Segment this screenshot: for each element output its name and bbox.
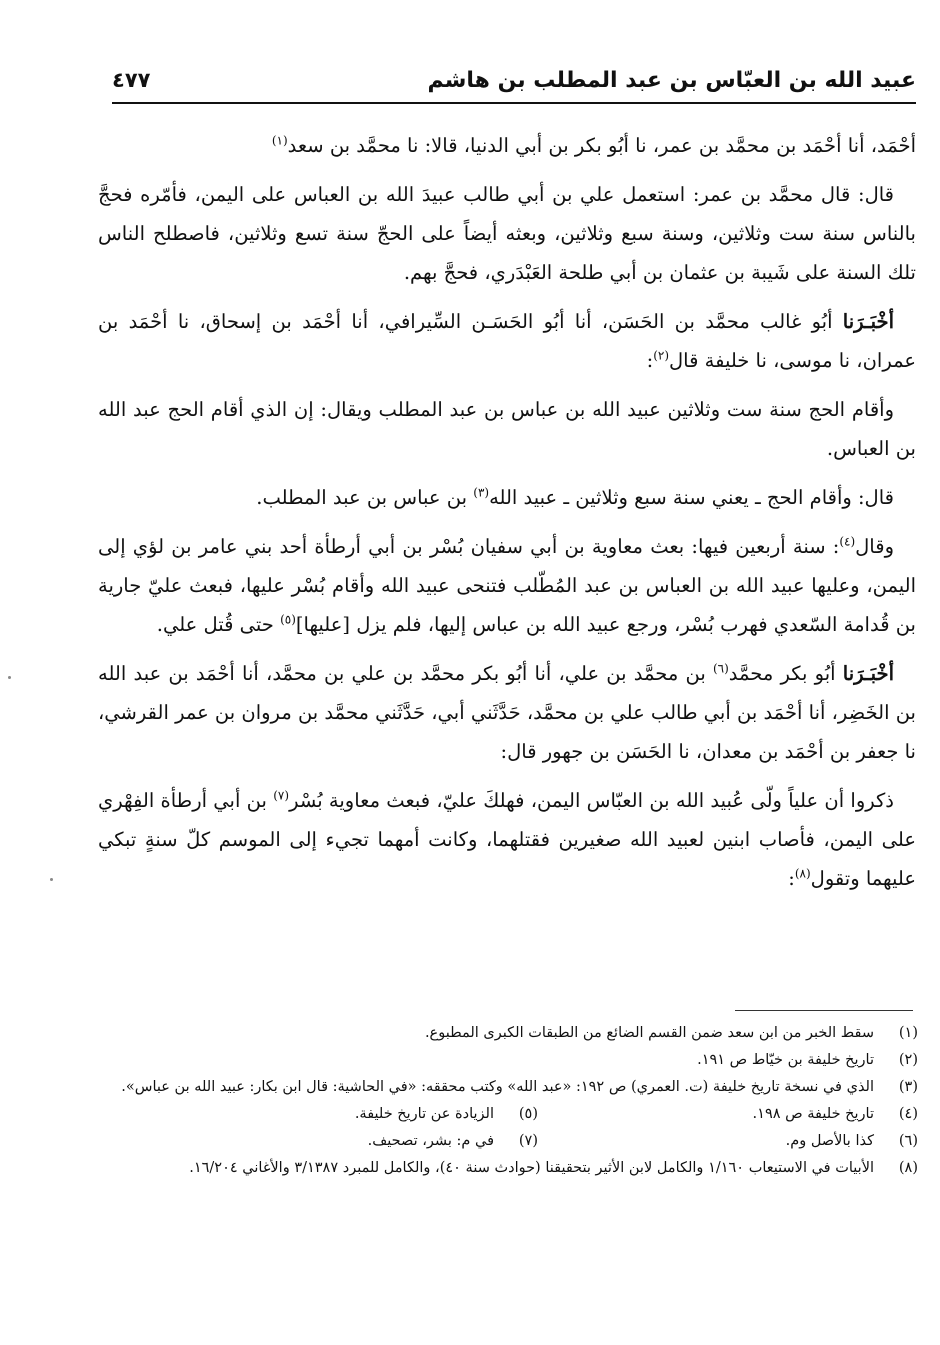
- paragraph-isnad-abu-bakr: [98, 654, 916, 771]
- footnote-number: (٤): [898, 1106, 918, 1122]
- main-text: [98, 126, 916, 908]
- paragraph-text: وأقام الحج سنة ست وثلاثين عبيد الله بن عباس بن عبد المطلب ويقال: إن الذي أقام الحج عبد الله بن العباس.: [98, 398, 916, 460]
- footnote-3: [98, 1074, 918, 1101]
- footnote-number: (٦): [898, 1133, 918, 1149]
- paragraph-text: أحْمَد، أنا أحْمَد بن محمَّد بن عمر، نا أبُو بكر بن أبي الدنيا، قالا: نا محمَّد بن سعد: [287, 134, 916, 157]
- paragraph-year-forty: [98, 527, 916, 644]
- footnote-text: سقط الخبر من ابن سعد ضمن القسم الضائع من الطبقات الكبرى المطبوع.: [424, 1025, 874, 1041]
- paragraph-text: حتى قُتل علي.: [156, 613, 281, 636]
- footnote-5: [158, 1101, 538, 1128]
- footnote-4: [538, 1101, 918, 1128]
- paragraph-busr-story: [98, 781, 916, 898]
- footnote-number: (٨): [898, 1160, 918, 1176]
- footnote-text: تاريخ خليفة ص ١٩٨.: [752, 1106, 874, 1122]
- paragraph-hajj-appointment: [98, 175, 916, 292]
- footnote-number: (٥): [518, 1106, 538, 1122]
- scan-speck: [50, 878, 53, 881]
- footnote-ref-1: (١): [271, 133, 288, 148]
- footnote-8: [98, 1155, 918, 1182]
- footnote-number: (٢): [898, 1052, 918, 1068]
- footnote-number: (١): [898, 1025, 918, 1041]
- scan-speck: [8, 676, 11, 679]
- footnote-text: الأبيات في الاستيعاب ١/١٦٠ والكامل لابن الأثير بتحقيقنا (حوادث سنة ٤٠)، والكامل للمبرد ٣/١٣٨٧ والأغاني ١٦/٢٠٤.: [189, 1160, 874, 1176]
- akhbarana-keyword: أخْبَـرَنا: [842, 662, 894, 685]
- footnote-2: [98, 1047, 918, 1074]
- footnote-row-6-7: [98, 1128, 918, 1155]
- paragraph-text: ذكروا أن علياً ولّى عُبيد الله بن العبّاس اليمن، فهلكَ عليّ، فبعث معاوية بُسْر: [289, 789, 894, 812]
- paragraph-text: قال: قال محمَّد بن عمر: استعمل علي بن أبي طالب عبيدَ الله بن العباس على اليمن، فأمّره فحجَّ بالناس سنة ست وثلاثين، وسنة سبع وثلاثين، وبعثه أيضاً على الحجّ سنة تسع وثلاثين، فاصطلح الناس تلك السنة على شَيبة بن عثمان بن أبي طلحة العَبْدَري، فحجَّ بهم.: [98, 183, 916, 284]
- paragraph-isnad-ibn-saad: [98, 126, 916, 165]
- footnote-separator: [735, 1010, 913, 1011]
- footnote-ref-3: (٣): [473, 485, 490, 500]
- footnote-7: [158, 1128, 538, 1155]
- footnote-text: في م: بشر، تصحيف.: [367, 1133, 494, 1149]
- paragraph-hajj-36: [98, 390, 916, 468]
- footnote-ref-4: (٤): [839, 534, 856, 549]
- footnote-ref-6: (٦): [712, 661, 729, 676]
- paragraph-text: قال: وأقام الحج ـ يعني سنة سبع وثلاثين ـ عبيد الله: [489, 486, 894, 509]
- footnote-text: الزيادة عن تاريخ خليفة.: [354, 1106, 494, 1122]
- footnote-1: [98, 1020, 918, 1047]
- paragraph-text: بن عباس بن عبد المطلب.: [256, 486, 474, 509]
- paragraph-text: وقال: [855, 535, 894, 558]
- footnote-ref-7: (٧): [273, 788, 290, 803]
- paragraph-text: :: [788, 867, 795, 890]
- footnote-number: (٧): [518, 1133, 538, 1149]
- footnotes: [98, 1020, 918, 1182]
- footnote-ref-8: (٨): [794, 866, 811, 881]
- running-title: عبيد الله بن العبّاس بن عبد المطلب بن هاشم: [427, 67, 916, 93]
- footnote-row-4-5: [98, 1101, 918, 1128]
- footnote-text: تاريخ خليفة بن خيّاط ص ١٩١.: [697, 1052, 874, 1068]
- paragraph-isnad-abu-ghalib: [98, 302, 916, 380]
- paragraph-text: :: [646, 349, 654, 372]
- footnote-text: الذي في نسخة تاريخ خليفة (ت. العمري) ص ١٩٢: «عبد الله» وكتب محققه: «في الحاشية: قال ابن بكار: عبيد الله بن عباس».: [121, 1079, 874, 1095]
- paragraph-text: بن أبي أرطأة الفِهْري على اليمن، فأصاب ابنين لعبيد الله صغيرين فقتلهما، وكانت أمهما تجيء إلى الموسم كلّ سنةٍ تبكي عليهما وتقول: [98, 789, 916, 890]
- footnote-ref-5: (٥): [280, 612, 296, 627]
- paragraph-hajj-37: [98, 478, 916, 517]
- paragraph-text: : سنة أربعين فيها: بعث معاوية بن أبي سفيان بُسْر بن أبي أرطأة أحد بني عامر بن لؤي إلى اليمن، وعليها عبيد الله بن العباس بن عبد المُطّلب فتنحى عبيد الله وأقام بُسْر عليها، فبعث عليّ جارية بن قُدامة السّعدي فهرب بُسْر، ورجع عبيد الله بن عباس إليها، فلم يزل [عليها]: [98, 535, 916, 636]
- page-number: ٤٧٧: [112, 68, 151, 92]
- paragraph-text: بن محمَّد بن علي، أنا أبُو بكر محمَّد بن علي بن محمَّد، أنا أحْمَد بن عبد الله بن الخَضِر، أنا أحْمَد بن أبي طالب علي بن محمَّد، حَدَّثَني أبي، حَدَّثَني محمَّد بن مروان بن عمر القرشي، نا جعفر بن أحْمَد بن معدان، نا الحَسَن بن جهور قال:: [98, 662, 916, 763]
- footnote-text: كذا بالأصل وم.: [785, 1133, 874, 1149]
- paragraph-text: أبُو غالب محمَّد بن الحَسَن، أنا أبُو الحَسَـن السِّيرافي، أنا أحْمَد بن إسحاق، نا أحْمَد بن عمران، نا موسى، نا خليفة قال: [98, 310, 916, 372]
- footnote-number: (٣): [898, 1079, 918, 1095]
- akhbarana-keyword: أخْبَـرَنا: [842, 310, 894, 333]
- footnote-ref-2: (٢): [653, 348, 670, 363]
- paragraph-text: أبُو بكر محمَّد: [728, 662, 843, 685]
- footnote-6: [538, 1128, 918, 1155]
- running-header: [112, 58, 916, 104]
